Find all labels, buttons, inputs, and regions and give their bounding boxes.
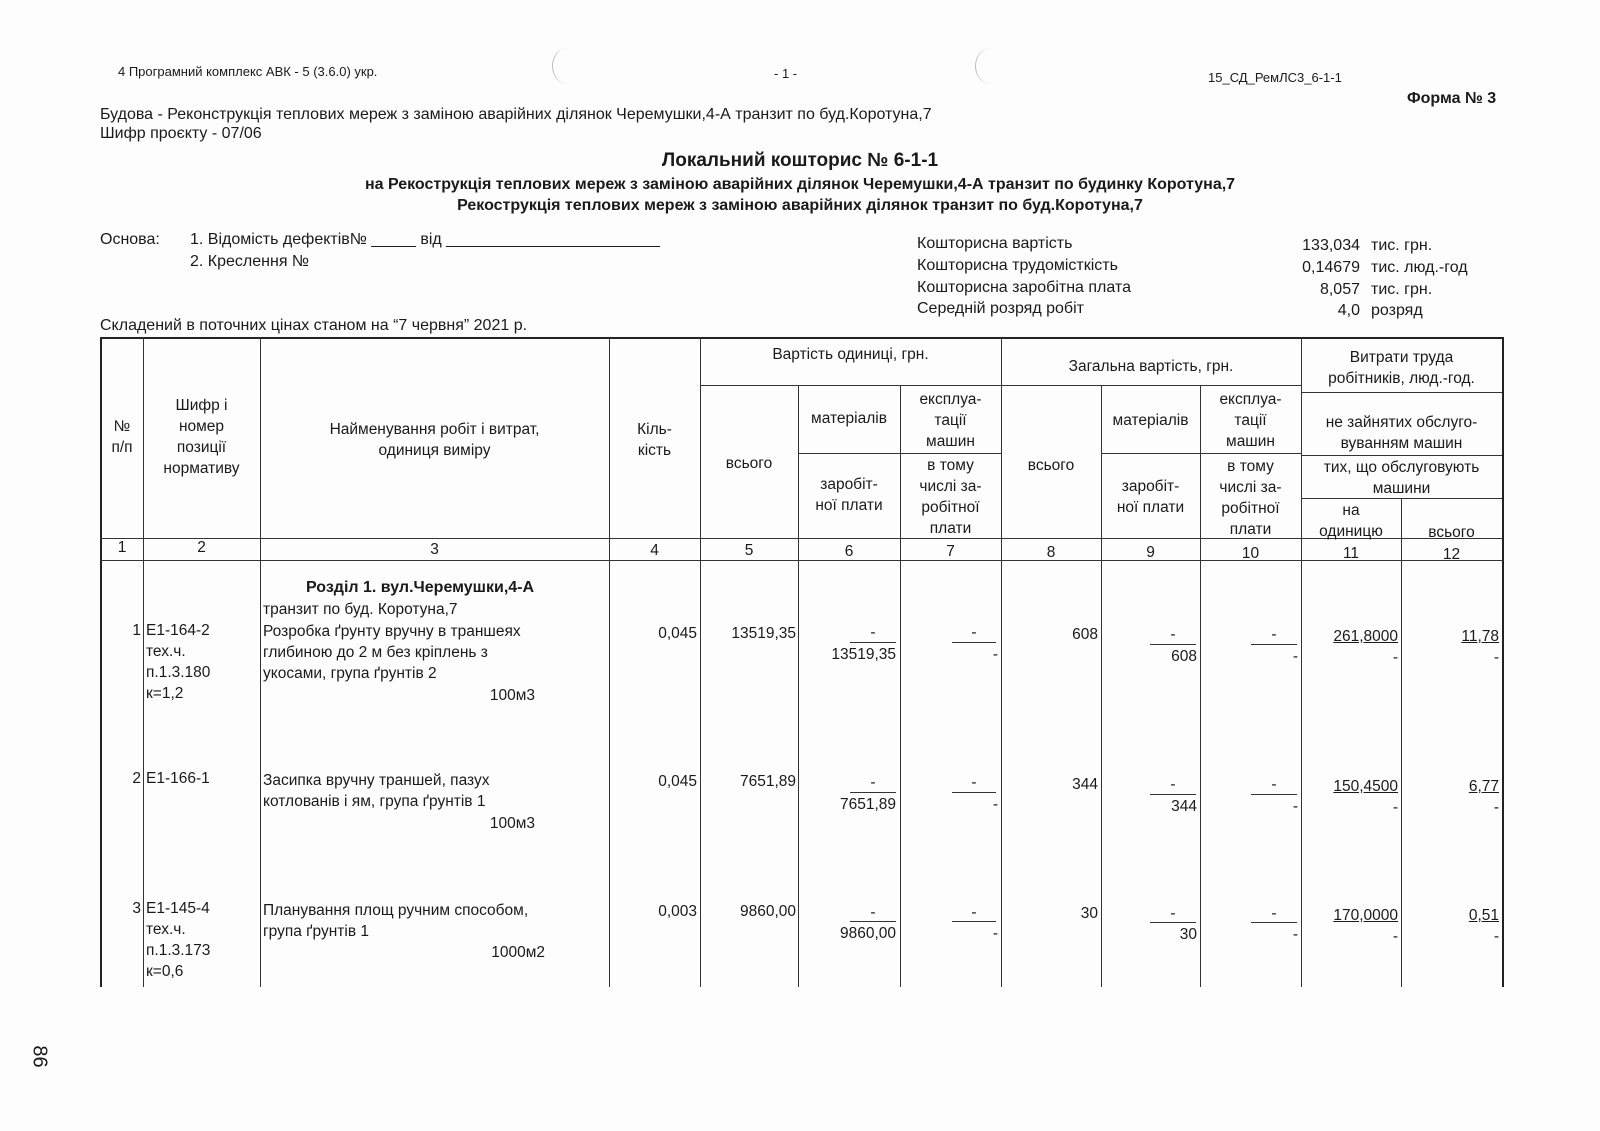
row-name: Засипка вручну траншей, пазух котлованів і ям, група ґрунтів 1 [263, 772, 490, 810]
header-num: № п/п [111, 418, 133, 456]
estimate-title: Локальний кошторис № 6-1-1 [661, 150, 939, 171]
row-num: 2 [132, 770, 141, 787]
form-number: Форма № 3 [1407, 90, 1497, 107]
summary-unit: тис. люд.-год [1371, 259, 1468, 276]
summary-value: 133,034 [1302, 237, 1360, 254]
row-labor-all: 11,78 [1461, 628, 1499, 645]
header-name: Найменування робіт і витрат, одиниця виміру [329, 421, 540, 459]
header-total-incl-wages: в тому числі за- робітної плати [1219, 458, 1282, 538]
row-unit-materials: - [870, 624, 876, 641]
row-qty: 0,003 [658, 903, 697, 920]
row-total-wages: 30 [1179, 926, 1197, 943]
row-unit-total: 9860,00 [739, 903, 796, 920]
row-total-machine-wages: - [1292, 926, 1298, 943]
col-number: 7 [946, 543, 955, 560]
summary-label: Кошторисна вартість [917, 235, 1073, 252]
row-total-machines: - [1271, 905, 1277, 922]
summary-unit: тис. грн. [1371, 237, 1433, 254]
col-number: 10 [1241, 545, 1260, 562]
header-unit-wages: заробіт- ної плати [815, 476, 883, 514]
summary-value: 8,057 [1319, 281, 1360, 298]
handwritten-page-number: 86 [28, 1045, 51, 1068]
header-labor-per-unit: на одиницю [1319, 502, 1383, 540]
col-number: 9 [1146, 544, 1155, 561]
row-unit-wages: 7651,89 [839, 796, 896, 813]
row-unit-wages: 9860,00 [839, 925, 896, 942]
row-total: 608 [1072, 626, 1098, 643]
header-labor: Витрати труда робітників, люд.-год. [1328, 349, 1475, 387]
row-unit-machines: - [971, 904, 977, 921]
row-total-machine-wages: - [1292, 648, 1298, 665]
row-unit: 100м3 [489, 687, 535, 704]
row-qty: 0,045 [658, 773, 697, 790]
row-unit-machine-wages: - [992, 646, 998, 663]
row-total-machine-wages: - [1292, 798, 1298, 815]
row-total-machines: - [1271, 626, 1277, 643]
header-total-cost: Загальна вартість, грн. [1068, 358, 1234, 375]
header-unit-machines: експлуа- тації машин [919, 391, 982, 450]
header-total-wages: заробіт- ної плати [1116, 478, 1185, 516]
header-labor-not-busy: не зайнятих обслуго- вуванням машин [1325, 414, 1478, 452]
row-unit-wages: 13519,35 [831, 646, 896, 663]
row-labor-all-machines: - [1493, 649, 1499, 666]
header-total-total: всього [1027, 457, 1075, 474]
row-labor-all: 6,77 [1468, 778, 1499, 795]
row-total-machines: - [1271, 776, 1277, 793]
row-code: Е1-166-1 [146, 770, 210, 787]
summary-label: Кошторисна трудомісткість [917, 257, 1118, 274]
row-num: 1 [132, 622, 141, 639]
page-number: - 1 - [774, 66, 798, 81]
section-title-cont: транзит по буд. Коротуна,7 [263, 601, 458, 618]
basis-item-2: 2. Креслення № [190, 253, 310, 270]
summary-label: Кошторисна заробітна плата [917, 279, 1131, 296]
header-unit-total: всього [725, 455, 773, 472]
header-labor-busy: тих, що обслуговують машини [1323, 459, 1480, 497]
basis-label: Основа: [100, 231, 160, 248]
col-number: 4 [650, 542, 659, 559]
row-labor-per-unit: 170,0000 [1333, 907, 1398, 924]
row-unit-machines: - [971, 624, 977, 641]
row-total-materials: - [1170, 776, 1176, 793]
col-number: 8 [1046, 544, 1056, 561]
row-unit-machine-wages: - [992, 925, 998, 942]
col-number: 12 [1442, 546, 1461, 563]
prices-date: Складений в поточних цінах станом на “7 червня” 2021 р. [100, 317, 528, 334]
header-unit-materials: матеріалів [811, 410, 887, 427]
row-name: Розробка ґрунту вручну в траншеях глибиною до 2 м без кріплень з укосами, група ґрунтів 2 [263, 623, 521, 682]
row-code: Е1-145-4 тех.ч. п.1.3.173 к=0,6 [146, 900, 211, 980]
row-total: 344 [1072, 776, 1098, 793]
row-total-wages: 608 [1171, 648, 1197, 665]
header-unit-cost: Вартість одиниці, грн. [772, 346, 929, 363]
row-name: Планування площ ручним способом, група ґрунтів 1 [263, 902, 529, 940]
header-labor-all: всього [1428, 524, 1475, 541]
row-unit-materials: - [870, 774, 876, 791]
header-unit-incl-wages: в тому числі за- робітної плати [919, 457, 982, 537]
row-num: 3 [132, 900, 141, 917]
col-number: 5 [744, 542, 754, 559]
row-unit: 1000м2 [491, 944, 545, 961]
summary-value: 0,14679 [1302, 259, 1360, 276]
col-number: 3 [430, 541, 439, 558]
summary-unit: тис. грн. [1371, 281, 1433, 298]
building-name: Будова - Реконструкція теплових мереж з заміною аварійних ділянок Черемушки,4-А транзит по буд.Коротуна,7 [100, 106, 932, 123]
header-qty: Кіль- кість [637, 421, 672, 459]
row-total-materials: - [1170, 905, 1176, 922]
col-number: 11 [1342, 545, 1360, 562]
header-code: Шифр і номер позиції нормативу [163, 397, 240, 477]
row-labor-all-machines: - [1493, 928, 1499, 945]
col-number: 2 [197, 539, 206, 556]
row-unit-total: 13519,35 [731, 625, 796, 642]
section-title: Розділ 1. вул.Черемушки,4-А [306, 579, 535, 596]
punch-hole-mark [975, 48, 1006, 84]
row-unit: 100м3 [489, 815, 535, 832]
header-total-materials: матеріалів [1112, 412, 1189, 429]
header-total-machines: експлуа- тації машин [1219, 391, 1282, 450]
col-number: 1 [117, 539, 127, 556]
summary-value: 4,0 [1337, 302, 1360, 319]
basis-item-1: 1. Відомість дефектів№ _____ від ________________________ [190, 231, 660, 248]
document-code: 15_СД_РемЛС3_6-1-1 [1208, 70, 1342, 85]
row-total-materials: - [1170, 626, 1176, 643]
estimate-subtitle-2: Рекострукція теплових мереж з заміною аварійних ділянок транзит по буд.Коротуна,7 [457, 197, 1143, 214]
row-unit-machines: - [971, 774, 977, 791]
punch-hole-mark [552, 48, 583, 84]
row-qty: 0,045 [658, 625, 697, 642]
row-unit-machine-wages: - [992, 796, 998, 813]
row-unit-materials: - [870, 904, 876, 921]
row-labor-per-unit-machines: - [1392, 928, 1398, 945]
software-name: 4 Програмний комплекс АВК - 5 (3.6.0) укр. [118, 64, 378, 79]
row-labor-all: 0,51 [1468, 907, 1499, 924]
row-labor-per-unit-machines: - [1392, 799, 1398, 816]
summary-label: Середній розряд робіт [917, 300, 1084, 317]
row-labor-per-unit: 261,8000 [1333, 628, 1398, 645]
row-total-wages: 344 [1171, 798, 1197, 815]
col-number: 6 [844, 543, 854, 560]
row-labor-all-machines: - [1493, 799, 1499, 816]
summary-unit: розряд [1371, 302, 1423, 319]
row-labor-per-unit-machines: - [1392, 649, 1398, 666]
row-code: Е1-164-2 тех.ч. п.1.3.180 к=1,2 [146, 622, 211, 702]
project-cipher: Шифр проєкту - 07/06 [100, 125, 262, 142]
row-total: 30 [1080, 905, 1098, 922]
row-labor-per-unit: 150,4500 [1333, 778, 1398, 795]
estimate-subtitle-1: на Рекострукція теплових мереж з заміною аварійних ділянок Черемушки,4-А транзит по будинку Коротуна,7 [364, 176, 1236, 193]
row-unit-total: 7651,89 [739, 773, 796, 790]
